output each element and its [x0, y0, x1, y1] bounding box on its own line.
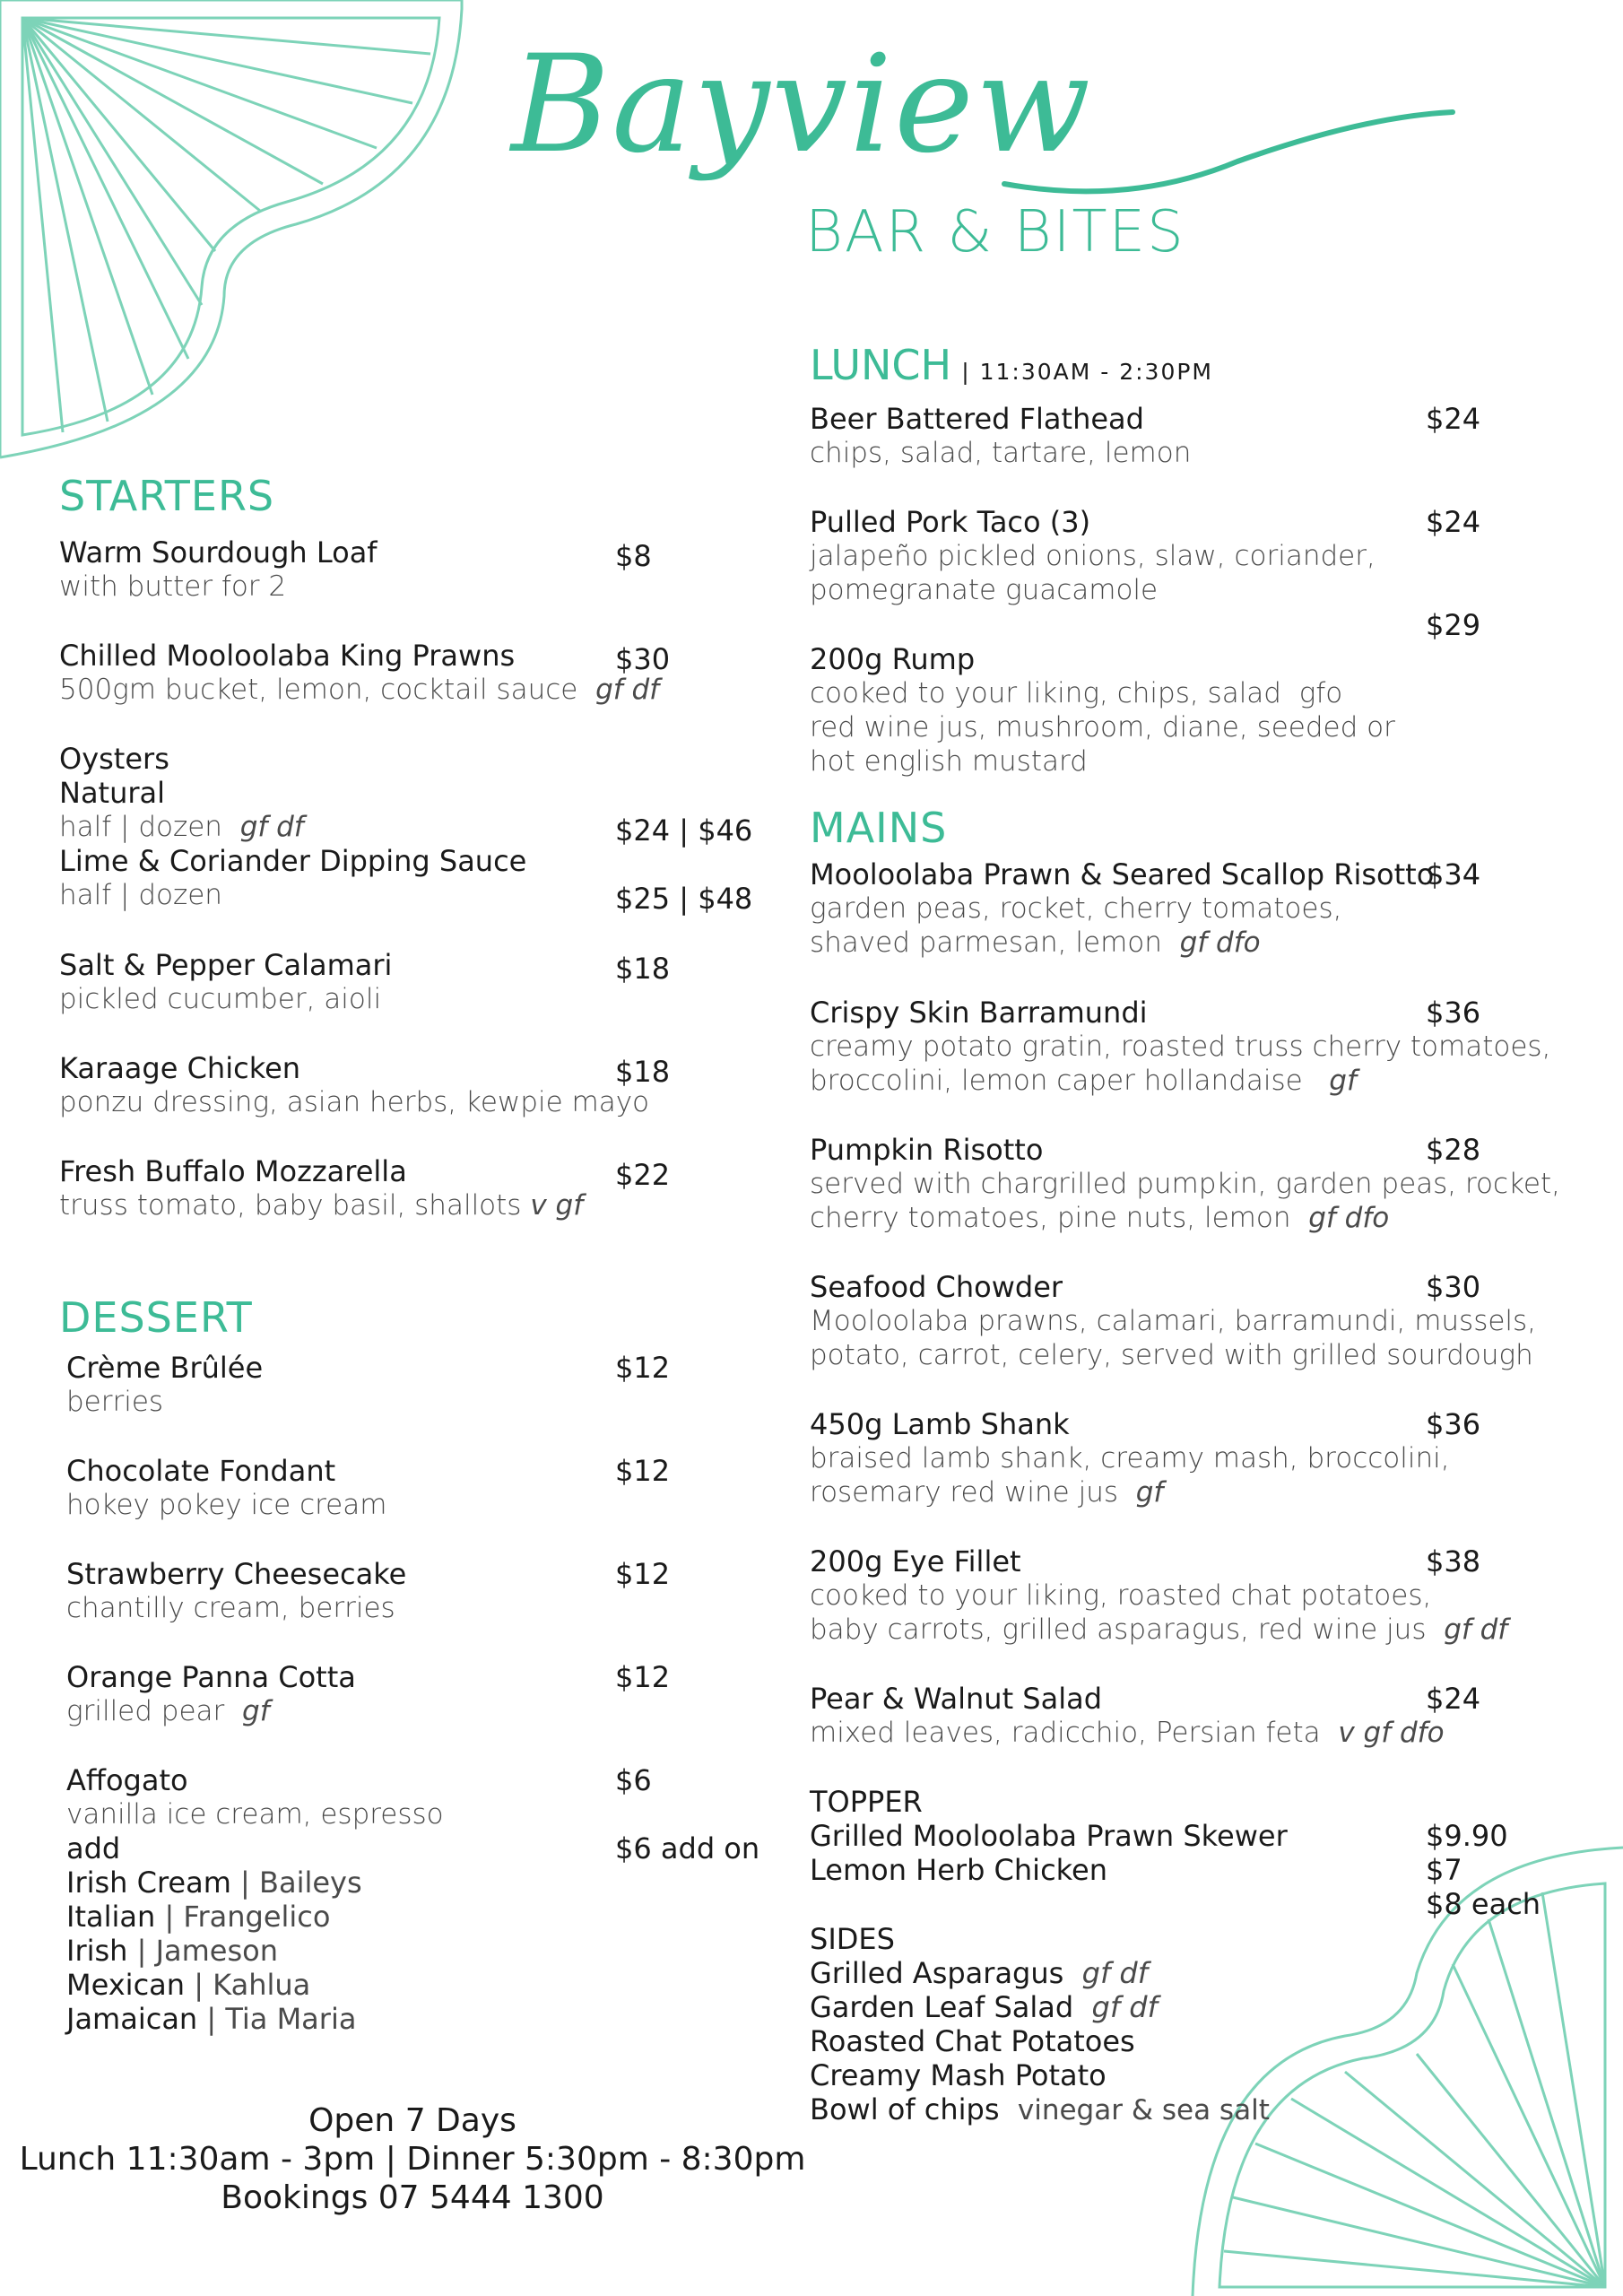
item-desc: cooked to your liking, chips, salad gfo	[810, 677, 1343, 709]
topper-item: Lemon Herb Chicken	[810, 1853, 1108, 1887]
diet-tag: gf df	[1091, 1990, 1158, 2024]
liqueur-option: Irish | Jameson	[66, 1934, 278, 1968]
menu-item	[66, 1454, 386, 1522]
item-desc: mixed leaves, radicchio, Persian feta v gf dfo	[810, 1717, 1445, 1749]
menu-item	[810, 1682, 1445, 1750]
item-price: $12	[615, 1660, 671, 1694]
item-desc: hot english mustard	[810, 745, 1088, 778]
diet-tag: gf df	[1081, 1956, 1148, 1990]
oysters-item	[59, 742, 526, 912]
starters-title: STARTERS	[59, 472, 275, 520]
item-desc: broccolini, lemon caper hollandaise gf	[810, 1065, 1357, 1097]
item-desc: garden peas, rocket, cherry tomatoes,	[810, 892, 1342, 925]
liqueur-option: Mexican | Kahlua	[66, 1968, 311, 2002]
item-price: $12	[615, 1557, 671, 1591]
add-on-price: $6 add on	[615, 1831, 760, 1866]
fan-ornament-top-left	[0, 0, 466, 466]
item-price: $25 | $48	[615, 882, 753, 916]
item-desc: hokey pokey ice cream	[66, 1489, 387, 1521]
side-item: Roasted Chat Potatoes	[810, 2024, 1135, 2058]
diet-tag: gf dfo	[1308, 1202, 1390, 1234]
topper-item: Grilled Mooloolaba Prawn Skewer	[810, 1819, 1288, 1853]
footer-hours: Lunch 11:30am - 3pm | Dinner 5:30pm - 8:30pm	[19, 2141, 806, 2178]
menu-item	[810, 857, 1434, 960]
menu-item	[810, 505, 1376, 607]
item-desc: braised lamb shank, creamy mash, broccolini,	[810, 1442, 1450, 1474]
item-desc: jalapeño pickled onions, slaw, coriander,	[810, 540, 1376, 572]
menu-item	[66, 1763, 444, 2036]
item-desc: 500gm bucket, lemon, cocktail sauce gf df	[59, 674, 660, 706]
item-desc: creamy potato gratin, roasted truss cherry tomatoes,	[810, 1031, 1551, 1063]
item-name: Pulled Pork Taco (3)	[810, 505, 1091, 539]
item-price: $34	[1426, 857, 1481, 891]
item-price: $36	[1426, 1407, 1481, 1441]
item-price: $24	[1426, 1682, 1481, 1716]
menu-item	[59, 948, 392, 1016]
item-desc: vanilla ice cream, espresso	[66, 1798, 444, 1831]
item-desc: ponzu dressing, asian herbs, kewpie mayo	[59, 1086, 650, 1118]
item-name: 200g Eye Fillet	[810, 1544, 1021, 1578]
item-desc: berries	[66, 1386, 164, 1418]
item-desc: served with chargrilled pumpkin, garden peas, rocket,	[810, 1168, 1560, 1200]
item-price: $9.90	[1426, 1819, 1508, 1853]
diet-tag: v gf dfo	[1338, 1717, 1445, 1749]
item-price: $6	[615, 1763, 652, 1797]
menu-item	[66, 1351, 263, 1419]
dessert-title: DESSERT	[59, 1293, 253, 1342]
item-desc: pickled cucumber, aioli	[59, 983, 382, 1015]
menu-item	[66, 1660, 356, 1728]
item-name: Chocolate Fondant	[66, 1454, 336, 1488]
side-item: Bowl of chips vinegar & sea salt	[810, 2092, 1270, 2126]
item-price: $24	[1426, 402, 1481, 436]
item-name: Crème Brûlée	[66, 1351, 264, 1385]
footer-bookings: Bookings 07 5444 1300	[221, 2179, 604, 2216]
menu-item	[59, 639, 659, 707]
side-item: Grilled Asparagus gf df	[810, 1956, 1148, 1990]
item-price: $8	[615, 539, 652, 573]
item-price: $12	[615, 1351, 671, 1385]
menu-item	[810, 402, 1191, 470]
topper-section	[810, 1785, 1288, 1887]
item-name: Warm Sourdough Loaf	[59, 535, 378, 570]
diet-tag: gf df	[239, 811, 304, 843]
menu-item	[810, 1407, 1450, 1509]
menu-item	[59, 535, 378, 604]
item-desc: half | dozen	[59, 879, 222, 911]
diet-tag: gf	[1329, 1065, 1357, 1097]
item-name: 450g Lamb Shank	[810, 1407, 1070, 1441]
diet-tag: gf df	[1444, 1613, 1508, 1646]
item-desc: shaved parmesan, lemon gf dfo	[810, 926, 1261, 959]
lunch-heading	[810, 341, 1213, 389]
item-desc: chantilly cream, berries	[66, 1592, 395, 1624]
item-price: $38	[1426, 1544, 1481, 1578]
side-note: vinegar & sea salt	[1017, 2094, 1270, 2126]
item-desc: chips, salad, tartare, lemon	[810, 437, 1192, 469]
topper-title: TOPPER	[810, 1785, 923, 1819]
item-name: Strawberry Cheesecake	[66, 1557, 407, 1591]
item-name: Karaage Chicken	[59, 1051, 301, 1085]
diet-tag: gf dfo	[1179, 926, 1261, 959]
menu-item	[810, 642, 1395, 778]
diet-tag: v gf	[530, 1189, 584, 1222]
item-name: Fresh Buffalo Mozzarella	[59, 1154, 407, 1188]
menu-item	[59, 1154, 583, 1222]
item-price: $30	[615, 642, 671, 676]
oysters-lime: Lime & Coriander Dipping Sauce	[59, 844, 527, 878]
logo-subtitle: BAR & BITES	[805, 199, 1185, 265]
item-price: $18	[615, 952, 671, 986]
item-price: $29	[1426, 608, 1481, 642]
item-desc: potato, carrot, celery, served with grilled sourdough	[810, 1339, 1533, 1371]
diet-tag: gfo	[1298, 677, 1343, 709]
item-name: Crispy Skin Barramundi	[810, 996, 1148, 1030]
item-desc: with butter for 2	[59, 570, 287, 603]
menu-item	[66, 1557, 406, 1625]
item-name: Chilled Mooloolaba King Prawns	[59, 639, 516, 673]
item-name: 200g Rump	[810, 642, 976, 676]
diet-tag: gf df	[595, 674, 660, 706]
lunch-title: LUNCH	[810, 341, 952, 389]
item-price: $36	[1426, 996, 1481, 1030]
sides-section	[810, 1922, 1270, 2127]
diet-tag: gf	[242, 1695, 270, 1727]
item-desc: truss tomato, baby basil, shallots v gf	[59, 1189, 584, 1222]
sides-title: SIDES	[810, 1922, 895, 1956]
item-name: Beer Battered Flathead	[810, 402, 1144, 436]
item-desc: baby carrots, grilled asparagus, red wine jus gf df	[810, 1613, 1508, 1646]
logo	[502, 27, 1471, 269]
side-item: Creamy Mash Potato	[810, 2058, 1107, 2092]
item-name: Mooloolaba Prawn & Seared Scallop Risotto	[810, 857, 1435, 891]
item-desc: pomegranate guacamole	[810, 574, 1159, 606]
side-item: Garden Leaf Salad gf df	[810, 1990, 1158, 2024]
item-desc: grilled pear gf	[66, 1695, 270, 1727]
item-desc: Mooloolaba prawns, calamari, barramundi, mussels,	[810, 1305, 1537, 1337]
item-price: $30	[1426, 1270, 1481, 1304]
diet-tag: gf	[1135, 1476, 1164, 1509]
item-name: Affogato	[66, 1763, 188, 1797]
liqueur-option: Italian | Frangelico	[66, 1900, 331, 1934]
menu-item	[59, 1051, 649, 1119]
item-desc: cooked to your liking, roasted chat potatoes,	[810, 1579, 1432, 1612]
item-desc: cherry tomatoes, pine nuts, lemon gf dfo	[810, 1202, 1390, 1234]
item-price: $24	[1426, 505, 1481, 539]
item-price: $22	[615, 1158, 671, 1192]
sides-price: $8 each	[1426, 1887, 1541, 1921]
item-desc: rosemary red wine jus gf	[810, 1476, 1164, 1509]
add-label: add	[66, 1831, 121, 1866]
item-desc: half | dozen gf df	[59, 811, 304, 843]
item-price: $24 | $46	[615, 813, 753, 848]
item-price: $12	[615, 1454, 671, 1488]
item-name: Seafood Chowder	[810, 1270, 1063, 1304]
item-price: $18	[615, 1055, 671, 1089]
item-name: Pumpkin Risotto	[810, 1133, 1044, 1167]
liqueur-option: Jamaican | Tia Maria	[66, 2002, 357, 2036]
item-name: Orange Panna Cotta	[66, 1660, 356, 1694]
item-name: Pear & Walnut Salad	[810, 1682, 1103, 1716]
item-price: $28	[1426, 1133, 1481, 1167]
lunch-hours: | 11:30AM - 2:30PM	[961, 359, 1214, 385]
footer-open-days: Open 7 Days	[308, 2102, 516, 2139]
liqueur-option: Irish Cream | Baileys	[66, 1866, 362, 1900]
item-name: Salt & Pepper Calamari	[59, 948, 393, 982]
item-price: $7	[1426, 1853, 1462, 1887]
mains-title: MAINS	[810, 804, 948, 852]
menu-item	[810, 1544, 1507, 1647]
logo-script: Bayview	[511, 27, 1093, 183]
item-desc: red wine jus, mushroom, diane, seeded or	[810, 711, 1395, 744]
item-name: Oysters	[59, 742, 169, 776]
oysters-natural: Natural	[59, 776, 166, 810]
